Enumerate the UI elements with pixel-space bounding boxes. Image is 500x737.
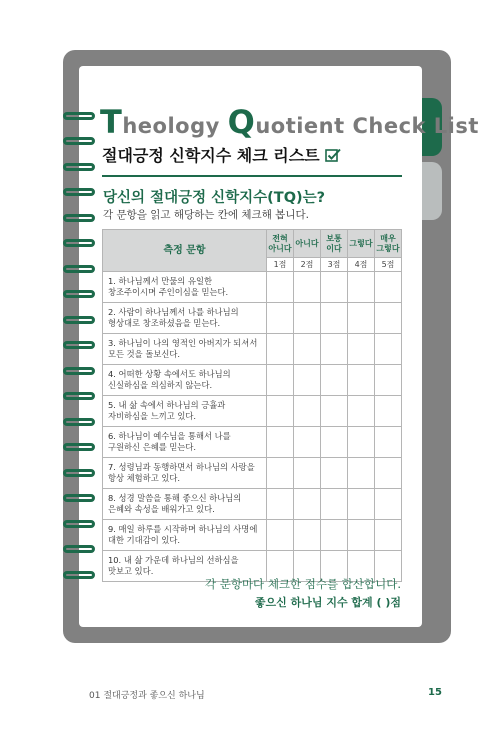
answer-checkbox-cell[interactable] bbox=[375, 334, 402, 365]
answer-checkbox-cell[interactable] bbox=[294, 427, 321, 458]
answer-checkbox-cell[interactable] bbox=[348, 396, 375, 427]
title-divider bbox=[102, 175, 402, 177]
answer-checkbox-cell[interactable] bbox=[321, 303, 348, 334]
binder-ring-icon bbox=[63, 239, 95, 247]
answer-checkbox-cell[interactable] bbox=[267, 520, 294, 551]
answer-checkbox-cell[interactable] bbox=[294, 365, 321, 396]
table-row bbox=[103, 458, 402, 489]
title-english-part: uotient Check List bbox=[255, 114, 479, 138]
table-row bbox=[103, 334, 402, 365]
answer-checkbox-cell[interactable] bbox=[294, 334, 321, 365]
score-label: 5점 bbox=[375, 258, 402, 272]
column-header: 그렇다 bbox=[348, 230, 375, 258]
answer-checkbox-cell[interactable] bbox=[375, 458, 402, 489]
answer-checkbox-cell[interactable] bbox=[321, 272, 348, 303]
binder-ring-icon bbox=[63, 341, 95, 349]
score-label: 1점 bbox=[267, 258, 294, 272]
checklist-item-text: 6. 하나님이 예수님을 통해서 나를 구원하신 은혜를 믿는다. bbox=[103, 427, 267, 458]
binder-ring-icon bbox=[63, 392, 95, 400]
answer-checkbox-cell[interactable] bbox=[321, 396, 348, 427]
binder-ring-icon bbox=[63, 494, 95, 502]
score-label: 4점 bbox=[348, 258, 375, 272]
binder-ring-icon bbox=[63, 316, 95, 324]
answer-checkbox-cell[interactable] bbox=[294, 272, 321, 303]
binder-ring-icon bbox=[63, 367, 95, 375]
table-row bbox=[103, 427, 402, 458]
score-label: 2점 bbox=[294, 258, 321, 272]
answer-checkbox-cell[interactable] bbox=[294, 396, 321, 427]
score-label: 3점 bbox=[321, 258, 348, 272]
answer-checkbox-cell[interactable] bbox=[267, 458, 294, 489]
answer-checkbox-cell[interactable] bbox=[348, 427, 375, 458]
answer-checkbox-cell[interactable] bbox=[267, 303, 294, 334]
checklist-table bbox=[102, 229, 402, 582]
table-row bbox=[103, 303, 402, 334]
table-header-row bbox=[103, 230, 402, 258]
table-row bbox=[103, 365, 402, 396]
title-english-part: Q bbox=[227, 103, 256, 141]
page-number: 15 bbox=[428, 687, 442, 698]
answer-checkbox-cell[interactable] bbox=[321, 520, 348, 551]
binder-ring-icon bbox=[63, 163, 95, 171]
table-row bbox=[103, 489, 402, 520]
answer-checkbox-cell[interactable] bbox=[321, 458, 348, 489]
title-english-part: T bbox=[100, 103, 123, 141]
answer-checkbox-cell[interactable] bbox=[294, 458, 321, 489]
checklist-item-text: 2. 사람이 하나님께서 나를 하나님의 형상대로 창조하셨음을 믿는다. bbox=[103, 303, 267, 334]
answer-checkbox-cell[interactable] bbox=[294, 520, 321, 551]
footer-chapter: 01 절대긍정과 좋으신 하나님 bbox=[89, 691, 205, 701]
binder-ring-icon bbox=[63, 469, 95, 477]
binder-ring-icon bbox=[63, 443, 95, 451]
checklist-item-text: 5. 내 삶 속에서 하나님의 긍휼과 자비하심을 느끼고 있다. bbox=[103, 396, 267, 427]
answer-checkbox-cell[interactable] bbox=[375, 365, 402, 396]
summary-total: 좋으신 하나님 지수 합계 ( )점 bbox=[254, 596, 401, 609]
checklist-item-text: 3. 하나님이 나의 영적인 아버지가 되셔서 모든 것을 돌보신다. bbox=[103, 334, 267, 365]
question-instructions: 각 문항을 읽고 해당하는 칸에 체크해 봅니다. bbox=[103, 209, 309, 221]
answer-checkbox-cell[interactable] bbox=[375, 272, 402, 303]
binder-ring-icon bbox=[63, 188, 95, 196]
question-title: 당신의 절대긍정 신학지수(TQ)는? bbox=[103, 190, 326, 206]
column-header: 매우 그렇다 bbox=[375, 230, 402, 258]
binder-tab-inactive[interactable] bbox=[420, 162, 442, 220]
answer-checkbox-cell[interactable] bbox=[348, 272, 375, 303]
column-header: 전혀 아니다 bbox=[267, 230, 294, 258]
answer-checkbox-cell[interactable] bbox=[348, 334, 375, 365]
binder-ring-icon bbox=[63, 571, 95, 579]
checkbox-check-icon bbox=[325, 148, 341, 162]
binder-ring-icon bbox=[63, 265, 95, 273]
binder-ring-icon bbox=[63, 520, 95, 528]
answer-checkbox-cell[interactable] bbox=[267, 396, 294, 427]
binder-ring-icon bbox=[63, 137, 95, 145]
answer-checkbox-cell[interactable] bbox=[348, 365, 375, 396]
column-header: 아니다 bbox=[294, 230, 321, 258]
answer-checkbox-cell[interactable] bbox=[267, 272, 294, 303]
answer-checkbox-cell[interactable] bbox=[375, 303, 402, 334]
table-row bbox=[103, 272, 402, 303]
answer-checkbox-cell[interactable] bbox=[294, 489, 321, 520]
answer-checkbox-cell[interactable] bbox=[267, 334, 294, 365]
answer-checkbox-cell[interactable] bbox=[375, 396, 402, 427]
title-english-part: heology bbox=[122, 114, 228, 138]
answer-checkbox-cell[interactable] bbox=[321, 334, 348, 365]
checklist-item-text: 8. 성경 말씀을 통해 좋으신 하나님의 은혜와 속성을 배워가고 있다. bbox=[103, 489, 267, 520]
binder-ring-icon bbox=[63, 112, 95, 120]
answer-checkbox-cell[interactable] bbox=[375, 520, 402, 551]
answer-checkbox-cell[interactable] bbox=[348, 520, 375, 551]
answer-checkbox-cell[interactable] bbox=[321, 489, 348, 520]
title-korean-text: 절대긍정 신학지수 체크 리스트 bbox=[102, 146, 320, 165]
table-row bbox=[103, 520, 402, 551]
answer-checkbox-cell[interactable] bbox=[375, 489, 402, 520]
answer-checkbox-cell[interactable] bbox=[267, 365, 294, 396]
checklist-item-text: 9. 매일 하루를 시작하며 하나님의 사명에 대한 기대감이 있다. bbox=[103, 520, 267, 551]
title-english bbox=[100, 103, 479, 141]
binder-ring-icon bbox=[63, 290, 95, 298]
binder-ring-icon bbox=[63, 214, 95, 222]
answer-checkbox-cell[interactable] bbox=[267, 489, 294, 520]
checklist-item-text: 1. 하나님께서 만물의 유일한 창조주이시며 주인이심을 믿는다. bbox=[103, 272, 267, 303]
measure-header: 측정 문항 bbox=[103, 230, 267, 272]
answer-checkbox-cell[interactable] bbox=[321, 365, 348, 396]
table-row bbox=[103, 396, 402, 427]
checklist-item-text: 4. 어떠한 상황 속에서도 하나님의 신실하심을 의심하지 않는다. bbox=[103, 365, 267, 396]
checklist-item-text: 7. 성령님과 동행하면서 하나님의 사랑을 항상 체험하고 있다. bbox=[103, 458, 267, 489]
binder-ring-icon bbox=[63, 545, 95, 553]
summary-note: 각 문항마다 체크한 점수를 합산합니다. bbox=[204, 577, 401, 591]
answer-checkbox-cell[interactable] bbox=[348, 489, 375, 520]
answer-checkbox-cell[interactable] bbox=[375, 427, 402, 458]
binder-ring-icon bbox=[63, 418, 95, 426]
column-header: 보통 이다 bbox=[321, 230, 348, 258]
answer-checkbox-cell[interactable] bbox=[321, 427, 348, 458]
answer-checkbox-cell[interactable] bbox=[267, 427, 294, 458]
answer-checkbox-cell[interactable] bbox=[348, 303, 375, 334]
title-korean bbox=[102, 143, 402, 166]
answer-checkbox-cell[interactable] bbox=[294, 303, 321, 334]
checklist-item-text: 10. 내 삶 가운데 하나님의 선하심을 맛보고 있다. bbox=[103, 551, 267, 582]
answer-checkbox-cell[interactable] bbox=[348, 458, 375, 489]
